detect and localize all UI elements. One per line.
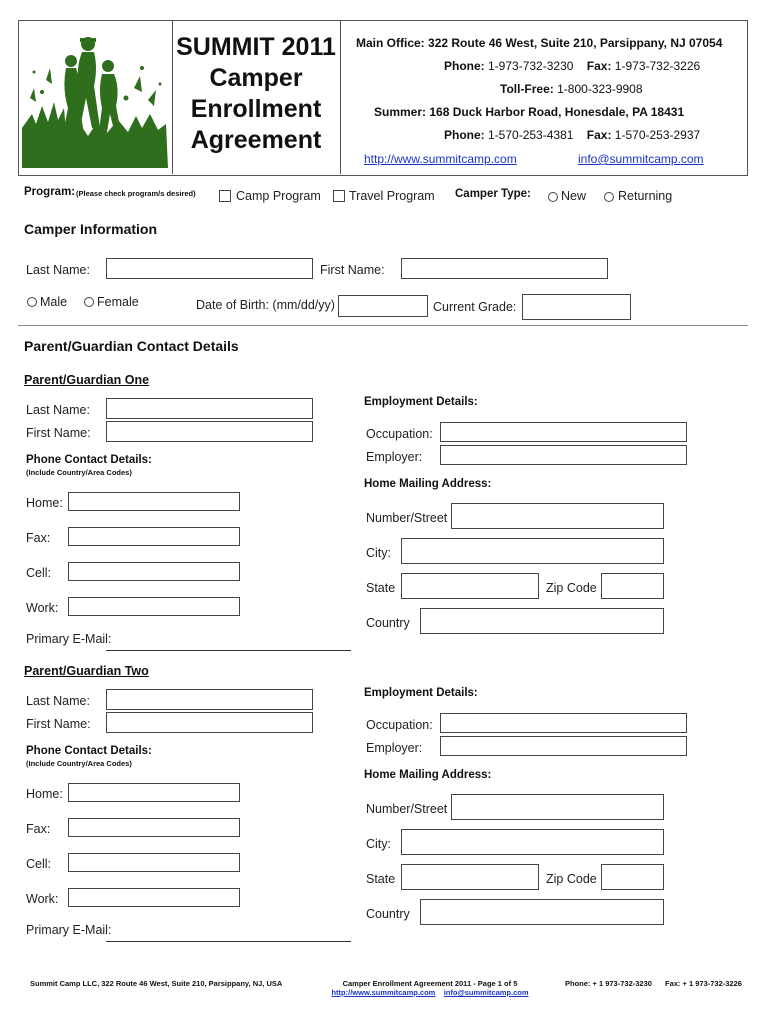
g1-last-name-label: Last Name: bbox=[26, 403, 90, 417]
camper-type-label: Camper Type: bbox=[455, 188, 531, 200]
footer-page-info: Camper Enrollment Agreement 2011 - Page 1 of 5 bbox=[342, 979, 518, 988]
g1-country-label: Country bbox=[366, 616, 410, 630]
summit-camp-logo bbox=[22, 28, 168, 168]
g1-cell-input[interactable] bbox=[68, 562, 240, 581]
g1-employer-input[interactable] bbox=[440, 445, 687, 465]
g1-phone-hint: (Include Country/Area Codes) bbox=[26, 468, 132, 477]
main-office-label: Main Office: bbox=[356, 36, 425, 50]
camp-program-label: Camp Program bbox=[236, 189, 321, 203]
dob-input[interactable] bbox=[338, 295, 428, 317]
new-camper-label: New bbox=[561, 189, 587, 203]
phone1-value: 1-973-732-3230 bbox=[488, 59, 574, 73]
g2-city-input[interactable] bbox=[401, 829, 664, 855]
fax1-label: Fax: bbox=[586, 59, 612, 73]
camper-last-name-label: Last Name: bbox=[26, 263, 90, 277]
g1-state-input[interactable] bbox=[401, 573, 539, 599]
camper-first-name-input[interactable] bbox=[401, 258, 608, 279]
footer-address: Summit Camp LLC, 322 Route 46 West, Suite 210, Parsippany, NJ, USA bbox=[30, 979, 283, 988]
g2-first-name-label: First Name: bbox=[26, 717, 91, 731]
fax2-value: 1-570-253-2937 bbox=[614, 128, 701, 142]
title-line-2: Camper bbox=[209, 64, 303, 92]
summer-phone-line bbox=[444, 128, 700, 142]
guardian-two-title: Parent/Guardian Two bbox=[24, 664, 149, 678]
summer-label: Summer: bbox=[374, 105, 427, 119]
g2-work-label: Work: bbox=[26, 892, 59, 906]
g2-email-label: Primary E-Mail: bbox=[26, 923, 112, 937]
g1-home-label: Home: bbox=[26, 496, 63, 510]
camper-last-name-input[interactable] bbox=[106, 258, 313, 279]
g2-fax-label: Fax: bbox=[26, 822, 51, 836]
header-divider-left bbox=[172, 20, 173, 174]
g1-street-label: Number/Street bbox=[366, 511, 448, 525]
g1-employment-heading: Employment Details: bbox=[364, 396, 478, 408]
male-label: Male bbox=[40, 295, 68, 309]
g1-home-input[interactable] bbox=[68, 492, 240, 511]
form-title bbox=[174, 32, 338, 156]
phone1-label: Phone: bbox=[444, 59, 485, 73]
g2-state-input[interactable] bbox=[401, 864, 539, 890]
g1-email-input[interactable] bbox=[106, 650, 351, 651]
guardian-one-title: Parent/Guardian One bbox=[24, 373, 150, 387]
g2-phone-heading: Phone Contact Details: bbox=[26, 745, 152, 757]
g1-city-input[interactable] bbox=[401, 538, 664, 564]
main-office-address: 322 Route 46 West, Suite 210, Parsippany, NJ 07054 bbox=[428, 36, 723, 50]
g2-occupation-input[interactable] bbox=[440, 713, 687, 733]
phone2-label: Phone: bbox=[444, 128, 485, 142]
main-office-line bbox=[356, 36, 722, 50]
g2-last-name-label: Last Name: bbox=[26, 694, 90, 708]
g1-last-name-input[interactable] bbox=[106, 398, 313, 419]
g1-fax-input[interactable] bbox=[68, 527, 240, 546]
phone2-value: 1-570-253-4381 bbox=[488, 128, 574, 142]
g1-country-input[interactable] bbox=[420, 608, 664, 634]
returning-camper-label: Returning bbox=[618, 189, 673, 203]
g2-home-input[interactable] bbox=[68, 783, 240, 802]
header-divider-right bbox=[340, 20, 341, 174]
g1-occupation-label: Occupation: bbox=[366, 427, 433, 441]
dob-label: Date of Birth: (mm/dd/yy) bbox=[196, 298, 335, 312]
g1-zip-input[interactable] bbox=[601, 573, 664, 599]
g2-fax-input[interactable] bbox=[68, 818, 240, 837]
g2-employment-heading: Employment Details: bbox=[364, 687, 478, 699]
g2-zip-label: Zip Code bbox=[546, 872, 597, 886]
g1-email-label: Primary E-Mail: bbox=[26, 632, 112, 646]
title-line-3: Enrollment bbox=[190, 95, 322, 123]
g2-last-name-input[interactable] bbox=[106, 689, 313, 710]
g2-home-label: Home: bbox=[26, 787, 63, 801]
camper-info-heading: Camper Information bbox=[24, 221, 158, 237]
g2-street-input[interactable] bbox=[451, 794, 664, 820]
g1-phone-heading: Phone Contact Details: bbox=[26, 454, 152, 466]
g2-first-name-input[interactable] bbox=[106, 712, 313, 733]
new-camper-radio[interactable] bbox=[548, 192, 558, 202]
g1-occupation-input[interactable] bbox=[440, 422, 687, 442]
g2-address-heading: Home Mailing Address: bbox=[364, 769, 492, 781]
female-radio[interactable] bbox=[84, 297, 94, 307]
g1-address-heading: Home Mailing Address: bbox=[364, 478, 492, 490]
g1-cell-label: Cell: bbox=[26, 566, 52, 580]
g1-city-label: City: bbox=[366, 546, 391, 560]
g2-cell-label: Cell: bbox=[26, 857, 52, 871]
fax1-value: 1-973-732-3226 bbox=[614, 59, 701, 73]
male-radio[interactable] bbox=[27, 297, 37, 307]
g2-employer-label: Employer: bbox=[366, 741, 423, 755]
g2-state-label: State bbox=[366, 872, 396, 886]
g1-work-input[interactable] bbox=[68, 597, 240, 616]
g1-first-name-input[interactable] bbox=[106, 421, 313, 442]
parents-heading: Parent/Guardian Contact Details bbox=[24, 338, 239, 354]
g1-street-input[interactable] bbox=[451, 503, 664, 529]
travel-program-checkbox[interactable] bbox=[333, 190, 345, 202]
g1-fax-label: Fax: bbox=[26, 531, 51, 545]
main-phone-line bbox=[444, 59, 700, 73]
website-link[interactable]: http://www.summitcamp.com bbox=[364, 152, 517, 166]
grade-input[interactable] bbox=[522, 294, 631, 320]
title-line-4: Agreement bbox=[190, 126, 322, 154]
summer-line bbox=[374, 105, 684, 119]
g1-employer-label: Employer: bbox=[366, 450, 423, 464]
tollfree-label: Toll-Free: bbox=[500, 82, 554, 96]
footer-links bbox=[322, 988, 538, 997]
fax2-label: Fax: bbox=[586, 128, 612, 142]
tollfree-value: 1-800-323-9908 bbox=[557, 82, 643, 96]
g2-employer-input[interactable] bbox=[440, 736, 687, 756]
program-label: Program: bbox=[24, 186, 76, 198]
camp-program-checkbox[interactable] bbox=[219, 190, 231, 202]
tollfree-line bbox=[500, 82, 643, 96]
camper-first-name-label: First Name: bbox=[320, 263, 385, 277]
g2-cell-input[interactable] bbox=[68, 853, 240, 872]
g2-phone-hint: (Include Country/Area Codes) bbox=[26, 759, 132, 768]
g2-city-label: City: bbox=[366, 837, 391, 851]
g2-country-input[interactable] bbox=[420, 899, 664, 925]
g1-zip-label: Zip Code bbox=[546, 581, 597, 595]
footer-fax: Fax: + 1 973-732-3226 bbox=[665, 979, 742, 988]
g2-work-input[interactable] bbox=[68, 888, 240, 907]
g2-country-label: Country bbox=[366, 907, 410, 921]
returning-camper-radio[interactable] bbox=[604, 192, 614, 202]
footer-center bbox=[322, 979, 538, 997]
travel-program-label: Travel Program bbox=[349, 189, 435, 203]
summer-address: 168 Duck Harbor Road, Honesdale, PA 18431 bbox=[429, 105, 685, 119]
title-line-1: SUMMIT 2011 bbox=[176, 33, 336, 61]
g1-work-label: Work: bbox=[26, 601, 59, 615]
grade-label: Current Grade: bbox=[433, 300, 517, 314]
footer-website-link[interactable]: http://www.summitcamp.com bbox=[331, 988, 436, 997]
footer-email-link[interactable]: info@summitcamp.com bbox=[443, 988, 529, 997]
female-label: Female bbox=[97, 295, 139, 309]
g2-street-label: Number/Street bbox=[366, 802, 448, 816]
g2-email-input[interactable] bbox=[106, 941, 351, 942]
email-link[interactable]: info@summitcamp.com bbox=[578, 152, 704, 166]
program-hint: (Please check program/s desired) bbox=[76, 189, 196, 198]
g1-first-name-label: First Name: bbox=[26, 426, 91, 440]
section-divider bbox=[18, 325, 748, 326]
g2-zip-input[interactable] bbox=[601, 864, 664, 890]
g2-occupation-label: Occupation: bbox=[366, 718, 433, 732]
g1-state-label: State bbox=[366, 581, 396, 595]
footer-phone: Phone: + 1 973-732-3230 bbox=[565, 979, 652, 988]
